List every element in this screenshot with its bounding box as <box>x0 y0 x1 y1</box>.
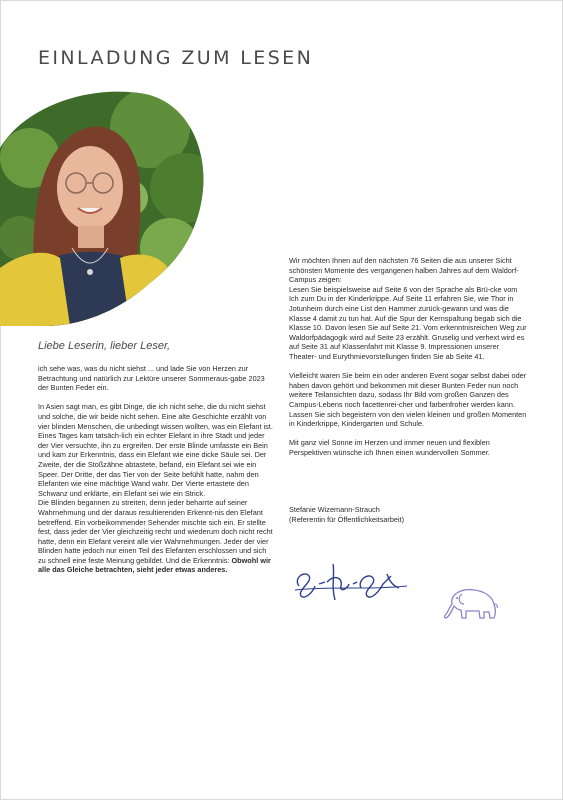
perspectives-paragraph: Vielleicht waren Sie beim ein oder anderen Event sogar selbst dabei oder haben davon gehört und bekommen mit dieser Bunten Feder nun noch weitere Teilansichten dazu, sodass Ihr Bild vom großen Ganzen des Campus-Lebens noch facettenrei-cher und farbenfroher werden kann. Lassen Sie sich begeistern von den vielen kleinen und großen Momenten in Kinderkrippe, Kindergarten und Schule. <box>289 371 527 429</box>
story-conclusion-paragraph <box>38 498 273 575</box>
signer-role: (Referentin für Öffentlichkeitsarbeit) <box>289 515 405 525</box>
greeting: Liebe Leserin, lieber Leser, <box>38 340 171 352</box>
signer-name: Stefanie Wizemann-Strauch <box>289 505 380 515</box>
elephant-icon <box>440 584 500 624</box>
right-column <box>289 256 527 525</box>
contents-paragraph: Lesen Sie beispielsweise auf Seite 6 von der Sprache als Brü-cke vom Ich zum Du in der Kinderkrippe. Auf Seite 11 erfahren Sie, wie Thor in Jotunheim durch eine List den Hammer zurück-gewann und was die Klasse 4 damit zu tun hat. Auf die Spur der Kernspaltung begab sich die Klasse 10. Davon lesen Sie auf Seite 21. Vom erkenntnisreichen Weg zur Waldorfpädagogik wird auf Seite 23 erzählt. Gruselig und verhext wird es auf Seite 31 auf Klassenfahrt mit Klasse 9. Impressionen unserer Theater- und Eurythmievorstellungen finden Sie ab Seite 41. <box>289 284 527 361</box>
signature-space <box>289 457 527 505</box>
closing-paragraph: Mit ganz viel Sonne im Herzen und immer neuen und flexiblen Perspektiven wünsche ich Ihnen einen wundervollen Sommer. <box>289 438 490 457</box>
page-title: EINLADUNG ZUM LESEN <box>38 47 314 69</box>
overview-paragraph: Wir möchten Ihnen auf den nächsten 76 Seiten die aus unserer Sicht schönsten Momente des vergangenen halben Jahres auf dem Waldorf-Campus zeigen: <box>289 256 519 285</box>
portrait-photo <box>0 88 205 326</box>
handwritten-signature <box>291 560 411 604</box>
left-column <box>38 364 273 575</box>
intro-paragraph: ich sehe was, was du nicht siehst ... und lade Sie von Herzen zur Betrachtung und natürlich zur Lektüre unserer Sommeraus-gabe 2023 der Bunten Feder ein. <box>38 364 265 393</box>
story-paragraph: In Asien sagt man, es gibt Dinge, die ich nicht sehe, die du nicht siehst und solche, die wir beide nicht sehen. Eine alte Geschichte erzählt von vier blinden Menschen, die unbedingt wissen wollten, was ein Elefant ist. Eines Tages kam tatsäch-lich ein echter Elefant in ihre Stadt und jeder der Vier versuchte, ihn zu ergreifen. Der erste Blinde umfasste ein Bein und kam zur Erkenntnis, dass ein Elefant wie eine dicke Säule sei. Der Zweite, der die Stoßzähne abtastete, befand, ein Elefant sei wie ein Speer. Der Dritte, der das Tier von der Seite befühlt hatte, nahm den Elefanten wie eine mächtige Wand wahr. Der Vierte ertastete den Schwanz und erklärte, ein Elefant sei wie ein Strick. <box>38 402 273 498</box>
story-moral: Obwohl wir alle das Gleiche betrachten, sieht jeder etwas anderes. <box>38 555 271 575</box>
story-conclusion-text: Die Blinden begannen zu streiten, denn jeder beharrte auf seiner Wahrnehmung und der daraus resultierenden Erkennt-nis den Elefant betreffend. Ein vorbeikommender Sehender mischte sich ein. Er stellte fest, dass jeder der Vier gleichzeitig recht und wiederum doch nicht recht hatte, denn ein Elefant vereint alle vier Wahrnehmungen. Jeder der vier Blinden hatte jedoch nur einen Teil des Elefanten erschlossen und sich zu schnell eine feste Meinung gebildet. Und die Erkenntnis: <box>38 498 273 565</box>
